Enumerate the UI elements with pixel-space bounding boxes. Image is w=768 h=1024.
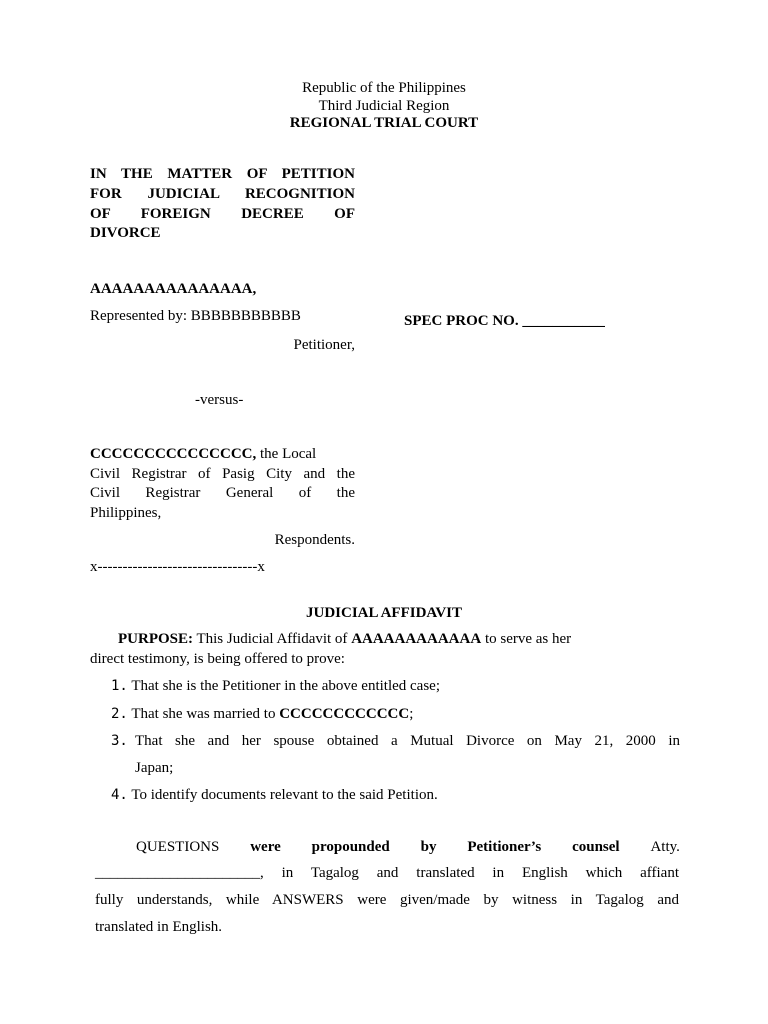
petitioner-label: Petitioner,	[293, 337, 355, 353]
purpose-label: PURPOSE:	[118, 631, 193, 647]
questions-word: were	[250, 839, 281, 855]
list-item	[111, 786, 438, 806]
versus-label: -versus-	[195, 392, 244, 408]
purpose-line-2: direct testimony, is being offered to prove:	[90, 651, 345, 667]
questions-word: Petitioner’s	[467, 839, 542, 855]
respondent-line-2: Civil Registrar of Pasig City and the	[90, 466, 355, 482]
respondent-name: CCCCCCCCCCCCCCC,	[90, 446, 257, 462]
purpose-text-b: to serve as her	[481, 631, 572, 647]
list-text: That she and her spouse obtained a Mutual Divorce on May 21, 2000 in	[135, 733, 680, 749]
header-court: REGIONAL TRIAL COURT	[289, 115, 479, 131]
matter-line-1: IN THE MATTER OF PETITION	[90, 166, 355, 182]
matter-line-3: OF FOREIGN DECREE OF	[90, 206, 355, 222]
questions-word: propounded	[311, 839, 390, 855]
list-text-end: ;	[409, 706, 414, 722]
caption-separator: x--------------------------------x	[90, 559, 265, 575]
header-region: Third Judicial Region	[318, 98, 450, 114]
list-number: 3.	[111, 733, 128, 749]
questions-line-4: translated in English.	[95, 919, 223, 935]
questions-word: by	[420, 839, 437, 855]
list-item	[111, 705, 413, 725]
questions-line-3: fully understands, while ANSWERS were given/made by witness in Tagalog and	[95, 892, 679, 908]
questions-word: counsel	[572, 839, 620, 855]
list-item	[111, 732, 680, 752]
respondent-line-1	[90, 445, 355, 465]
list-text: To identify documents relevant to the said Petition.	[131, 787, 438, 803]
questions-line-1	[136, 838, 680, 858]
purpose-text-a: This Judicial Affidavit of	[193, 631, 352, 647]
affidavit-title: JUDICIAL AFFIDAVIT	[305, 605, 462, 621]
questions-word: Atty.	[650, 839, 680, 855]
list-text: That she was married to	[131, 706, 280, 722]
list-number: 1.	[111, 678, 128, 694]
matter-line-2: FOR JUDICIAL RECOGNITION	[90, 186, 355, 202]
represented-by: Represented by: BBBBBBBBBBB	[90, 308, 301, 324]
list-number: 4.	[111, 787, 128, 803]
respondent-line-3: Civil Registrar General of the	[90, 485, 355, 501]
list-item	[111, 677, 440, 697]
questions-line-2: ______________________, in Tagalog and translated in English which affiant	[95, 865, 679, 881]
list-item-continuation: Japan;	[135, 760, 174, 776]
case-number: SPEC PROC NO. ___________	[404, 313, 605, 329]
respondent-rest: the Local	[256, 446, 317, 462]
purpose-line-1	[118, 630, 571, 650]
matter-line-4: DIVORCE	[90, 225, 161, 241]
header-republic: Republic of the Philippines	[302, 80, 466, 96]
questions-word: QUESTIONS	[136, 839, 220, 855]
respondents-label: Respondents.	[274, 532, 355, 548]
list-number: 2.	[111, 706, 128, 722]
petitioner-name: AAAAAAAAAAAAAAA,	[90, 281, 257, 297]
affiant-name: AAAAAAAAAAAA	[351, 631, 482, 647]
list-text: That she is the Petitioner in the above entitled case;	[131, 678, 441, 694]
spouse-name: CCCCCCCCCCCC	[279, 706, 410, 722]
respondent-line-4: Philippines,	[90, 505, 162, 521]
